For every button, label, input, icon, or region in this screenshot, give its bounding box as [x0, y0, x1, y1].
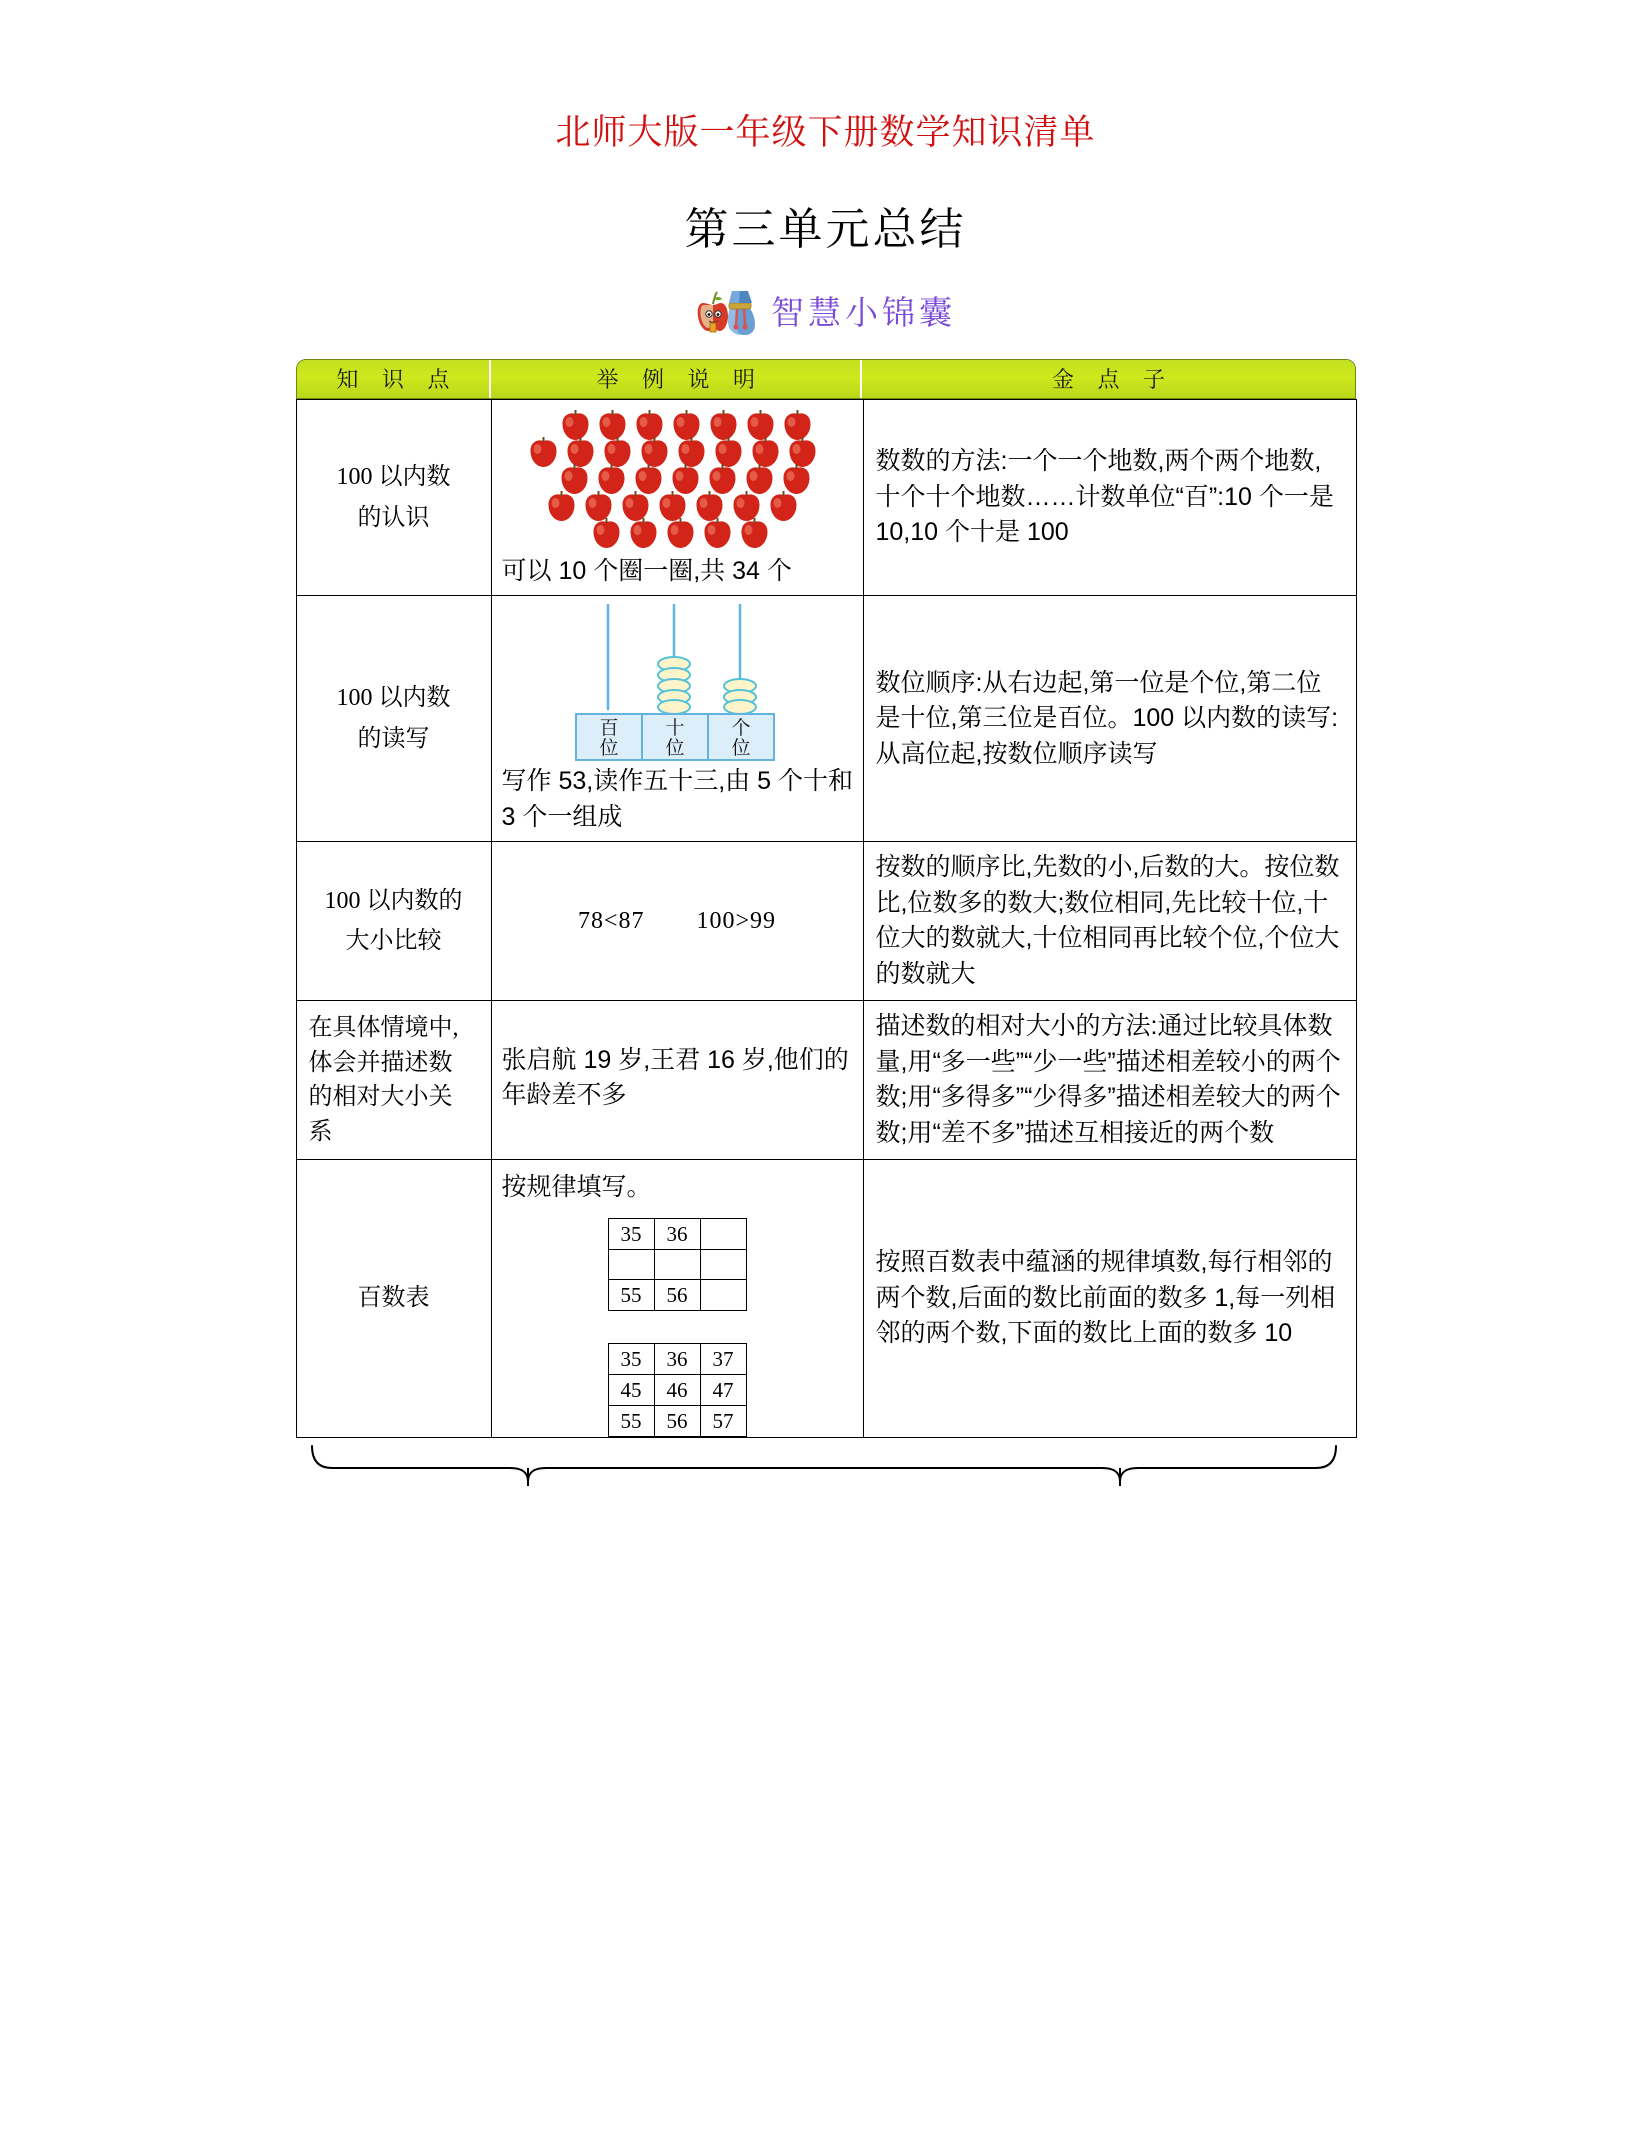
table-row — [296, 842, 1356, 1001]
grid-cell: 57 — [700, 1405, 746, 1436]
apple-and-bag-icon — [695, 285, 757, 337]
grid-cell: 37 — [700, 1343, 746, 1374]
row3-tip-text: 按数的顺序比,先数的小,后数的大。按位数比,位数多的数大;数位相同,先比较十位,十位大的数就大,十位相同再比较个位,个位大的数就大 — [875, 853, 1340, 988]
unit-title: 第三单元总结 — [684, 205, 967, 254]
row4-topic-line2: 体会并描述数 — [308, 1049, 453, 1076]
row1-tip-cell — [863, 399, 1356, 596]
row5-tip-text: 按照百数表中蕴涵的规律填数,每行相邻的两个数,后面的数比前面的数多 1,每一列相邻的两个数,下面的数比上面的数多 10 — [875, 1248, 1336, 1348]
grid-row — [608, 1249, 746, 1279]
number-grid-question — [608, 1218, 747, 1311]
table-row — [296, 1160, 1356, 1438]
grid-cell[interactable] — [700, 1249, 746, 1279]
svg-text:个: 个 — [731, 718, 751, 740]
row5-tip-cell — [863, 1160, 1356, 1438]
svg-text:百: 百 — [599, 718, 619, 740]
row5-topic-line1: 百数表 — [357, 1285, 430, 1312]
row2-topic-line1: 100 以内数 — [336, 685, 451, 711]
table-header-row — [296, 359, 1356, 399]
row3-topic-line2: 大小比较 — [345, 928, 442, 955]
grid-cell[interactable]: 55 — [608, 1279, 654, 1310]
row2-topic-line2: 的读写 — [357, 725, 430, 752]
row2-topic-cell — [296, 596, 491, 842]
row3-topic-line1: 100 以内数的 — [324, 887, 463, 914]
row3-example-cell — [491, 842, 863, 1001]
row3-expression-1: 78<87 — [577, 907, 645, 934]
header-cell-tip: 金 点 子 — [862, 360, 1354, 398]
grid-cell[interactable]: 36 — [654, 1218, 700, 1249]
knowledge-table-wrapper — [296, 359, 1356, 1508]
number-grid-question-block — [492, 1212, 863, 1311]
row1-example-caption: 可以 10 个圈一圈,共 34 个 — [501, 556, 792, 585]
grid-cell[interactable]: 56 — [654, 1279, 700, 1310]
row4-tip-cell — [863, 1001, 1356, 1160]
row3-tip-cell — [863, 842, 1356, 1001]
row3-topic-cell — [296, 842, 491, 1001]
row4-topic-line4: 系 — [308, 1119, 333, 1146]
apple-icon — [626, 516, 661, 550]
grid-cell: 46 — [654, 1374, 700, 1405]
row4-tip-text: 描述数的相对大小的方法:通过比较具体数量,用“多一些”“少一些”描述相差较小的两个数;用“多得多”“少得多”描述相差较大的两个数;用“差不多”描述互相接近的两个数 — [875, 1012, 1341, 1147]
grid-cell: 45 — [608, 1374, 654, 1405]
row1-topic-line1: 100 以内数 — [336, 463, 451, 490]
grid-cell[interactable] — [654, 1249, 700, 1279]
row1-topic-line2: 的认识 — [357, 504, 430, 531]
grid-cell[interactable]: 35 — [608, 1218, 654, 1249]
row1-example-cell — [491, 399, 863, 596]
svg-text:位: 位 — [599, 738, 619, 760]
row2-example-caption: 写作 53,读作五十三,由 5 个十和 3 个一组成 — [501, 767, 853, 831]
table-row — [296, 596, 1356, 842]
number-grid-answer-block — [492, 1337, 863, 1437]
grid-cell: 47 — [700, 1374, 746, 1405]
grid-cell[interactable] — [700, 1218, 746, 1249]
row2-tip-cell — [863, 596, 1356, 842]
knowledge-table — [296, 399, 1357, 1438]
row3-expressions — [492, 894, 863, 949]
mascot-label: 智慧小锦囊 — [771, 296, 956, 333]
grid-row — [608, 1343, 746, 1374]
apple-icon — [589, 516, 624, 550]
row4-topic-cell — [296, 1001, 491, 1160]
grid-row — [608, 1374, 746, 1405]
row5-topic-cell — [296, 1160, 491, 1438]
apple-cluster — [492, 400, 863, 552]
row4-example-caption: 张启航 19 岁,王君 16 岁,他们的年龄差不多 — [501, 1045, 849, 1110]
apple-icon — [700, 516, 735, 550]
grid-cell: 56 — [654, 1405, 700, 1436]
table-row — [296, 399, 1356, 596]
page-title: 北师大版一年级下册数学知识清单 — [555, 113, 1096, 152]
row5-example-cell — [491, 1160, 863, 1438]
apple-icon — [663, 516, 698, 550]
number-grid-answer — [608, 1343, 747, 1437]
mascot-row — [0, 285, 1651, 337]
apple-icon — [737, 516, 772, 550]
grid-row — [608, 1279, 746, 1310]
grid-cell: 36 — [654, 1343, 700, 1374]
document-page — [0, 112, 1651, 2144]
table-row — [296, 1001, 1356, 1160]
grid-cell: 35 — [608, 1343, 654, 1374]
header-cell-example: 举 例 说 明 — [491, 360, 862, 398]
header-cell-topic: 知 识 点 — [297, 360, 492, 398]
grid-spacer — [492, 1311, 863, 1337]
row2-example-cell — [491, 596, 863, 842]
row3-expression-2: 100>99 — [696, 907, 777, 934]
grid-cell[interactable] — [608, 1249, 654, 1279]
row4-example-cell — [491, 1001, 863, 1160]
svg-text:位: 位 — [731, 738, 751, 760]
svg-text:位: 位 — [665, 738, 685, 760]
grid-cell: 55 — [608, 1405, 654, 1436]
row4-topic-line3: 的相对大小关 — [308, 1084, 453, 1111]
bottom-brace — [296, 1438, 1356, 1508]
abacus-svg — [562, 602, 792, 762]
row1-tip-text: 数数的方法:一个一个地数,两个两个地数,十个十个地数……计数单位“百”:10 个一是 10,10 个十是 100 — [875, 447, 1334, 547]
row4-topic-line1: 在具体情境中, — [308, 1014, 459, 1041]
grid-cell[interactable] — [700, 1279, 746, 1310]
row1-topic-cell — [296, 399, 491, 596]
apple-icon — [544, 489, 579, 523]
svg-text:十: 十 — [665, 718, 685, 740]
grid-row — [608, 1405, 746, 1436]
row5-example-prompt: 按规律填写。 — [501, 1173, 652, 1202]
bottom-brace-icon — [296, 1438, 1356, 1508]
row2-tip-text: 数位顺序:从右边起,第一位是个位,第二位是十位,第三位是百位。100 以内数的读写:从高位起,按数位顺序读写 — [875, 668, 1339, 768]
abacus-illustration — [562, 602, 792, 762]
grid-row — [608, 1218, 746, 1249]
